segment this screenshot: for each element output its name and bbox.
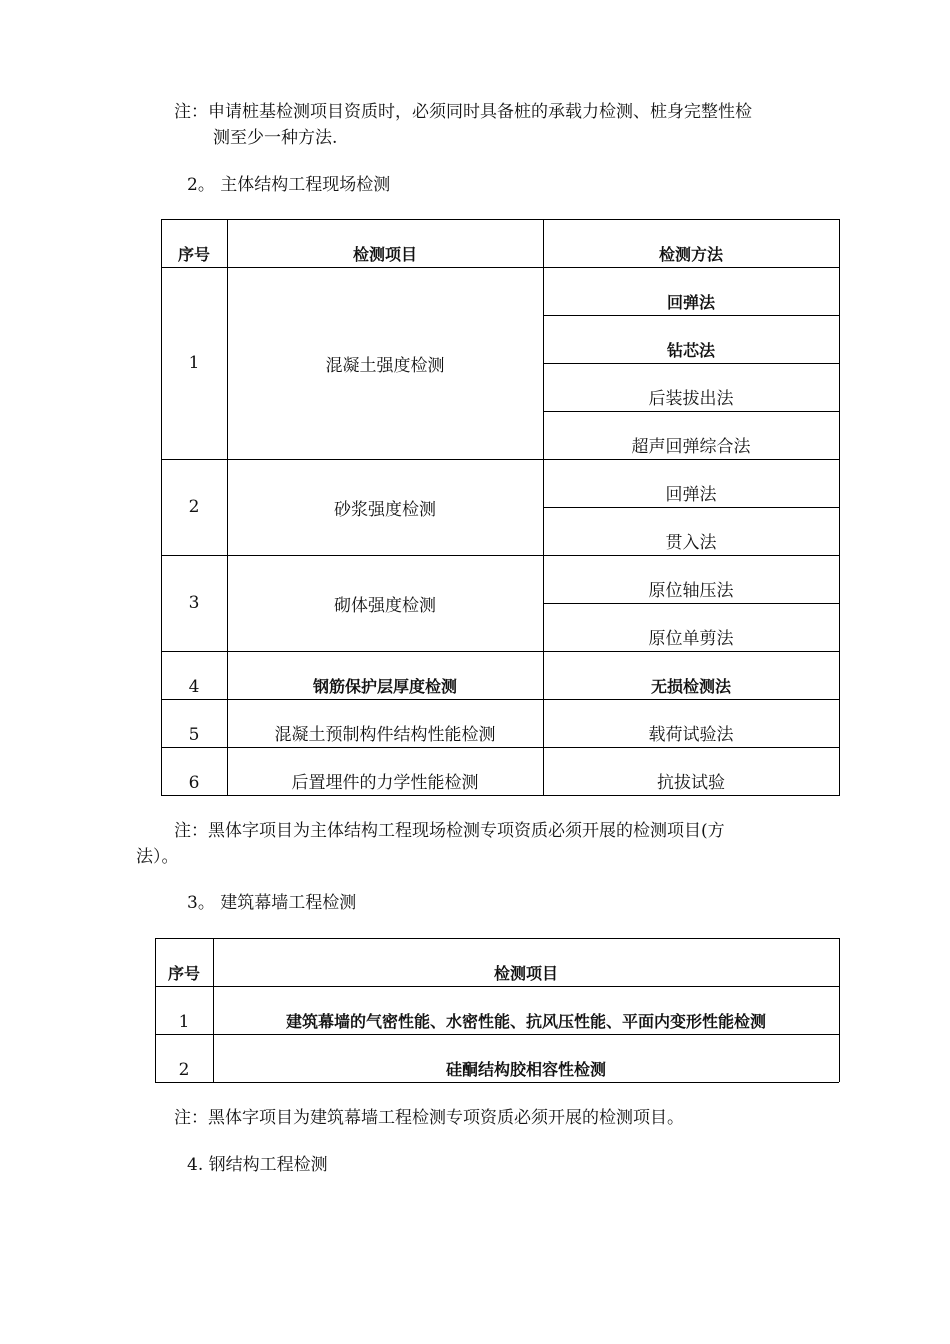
table2-row1-item: 混凝土强度检测	[325, 355, 445, 376]
table2-row6-method-1: 抗拔试验	[657, 773, 725, 793]
table2-row1-method-1: 回弹法	[666, 293, 715, 312]
table2-header-no: 序号	[177, 245, 210, 264]
table2-header-item: 检测项目	[352, 245, 417, 264]
table3-row2-item: 硅酮结构胶相容性检测	[445, 1060, 606, 1079]
note-2-line-2: 法）。	[136, 847, 179, 867]
table2-row2-method-1: 回弹法	[665, 485, 717, 505]
table2-row5-method-1: 载荷试验法	[648, 725, 734, 745]
table2-row1-method-2: 钻芯法	[666, 341, 715, 360]
table2-row4-item: 钢筋保护层厚度检测	[312, 677, 457, 696]
table2-row4-method-1: 无损检测法	[650, 677, 731, 696]
table3-row2-no: 2	[178, 1060, 190, 1080]
table2-row3-method-1: 原位轴压法	[648, 581, 734, 601]
table2-row4-no: 4	[188, 677, 200, 697]
table2-row1-method-4: 超声回弹综合法	[631, 437, 751, 457]
table2-row6-item: 后置埋件的力学性能检测	[291, 773, 479, 793]
table2-row3-no: 3	[188, 593, 200, 613]
table2-header-method: 检测方法	[658, 245, 723, 264]
note-2-line-1: 注：黑体字项目为主体结构工程现场检测专项资质必须开展的检测项目(方	[174, 821, 725, 841]
section-4-heading: 4. 钢结构工程检测	[187, 1155, 328, 1175]
section-3-heading: 3。 建筑幕墙工程检测	[187, 893, 357, 913]
table3-header-no: 序号	[167, 964, 200, 983]
table2-row5-no: 5	[188, 725, 200, 745]
note-3-line-1: 注：黑体字项目为建筑幕墙工程检测专项资质必须开展的检测项目。	[174, 1108, 684, 1128]
table3-row1-no: 1	[178, 1012, 190, 1032]
table2-row2-item: 砂浆强度检测	[334, 499, 436, 520]
table3-row1-item: 建筑幕墙的气密性能、水密性能、抗风压性能、平面内变形性能检测	[285, 1012, 766, 1031]
table2-row5-item: 混凝土预制构件结构性能检测	[274, 725, 496, 745]
table2-row2-method-2: 贯入法	[665, 533, 717, 553]
table2-row1-no: 1	[188, 353, 200, 373]
table2-row3-item: 砌体强度检测	[334, 595, 436, 616]
note-1-line-1: 注：申请桩基检测项目资质时，必须同时具备桩的承载力检测、桩身完整性检	[174, 102, 752, 122]
note-1-line-2: 测至少一种方法.	[213, 128, 338, 148]
section-2-heading: 2。 主体结构工程现场检测	[187, 175, 391, 195]
table2-row3-method-2: 原位单剪法	[648, 629, 734, 649]
table2-row2-no: 2	[188, 497, 200, 517]
table2-row1-method-3: 后装拔出法	[648, 389, 734, 409]
table3-header-item: 检测项目	[493, 964, 558, 983]
table2-row6-no: 6	[188, 773, 200, 793]
